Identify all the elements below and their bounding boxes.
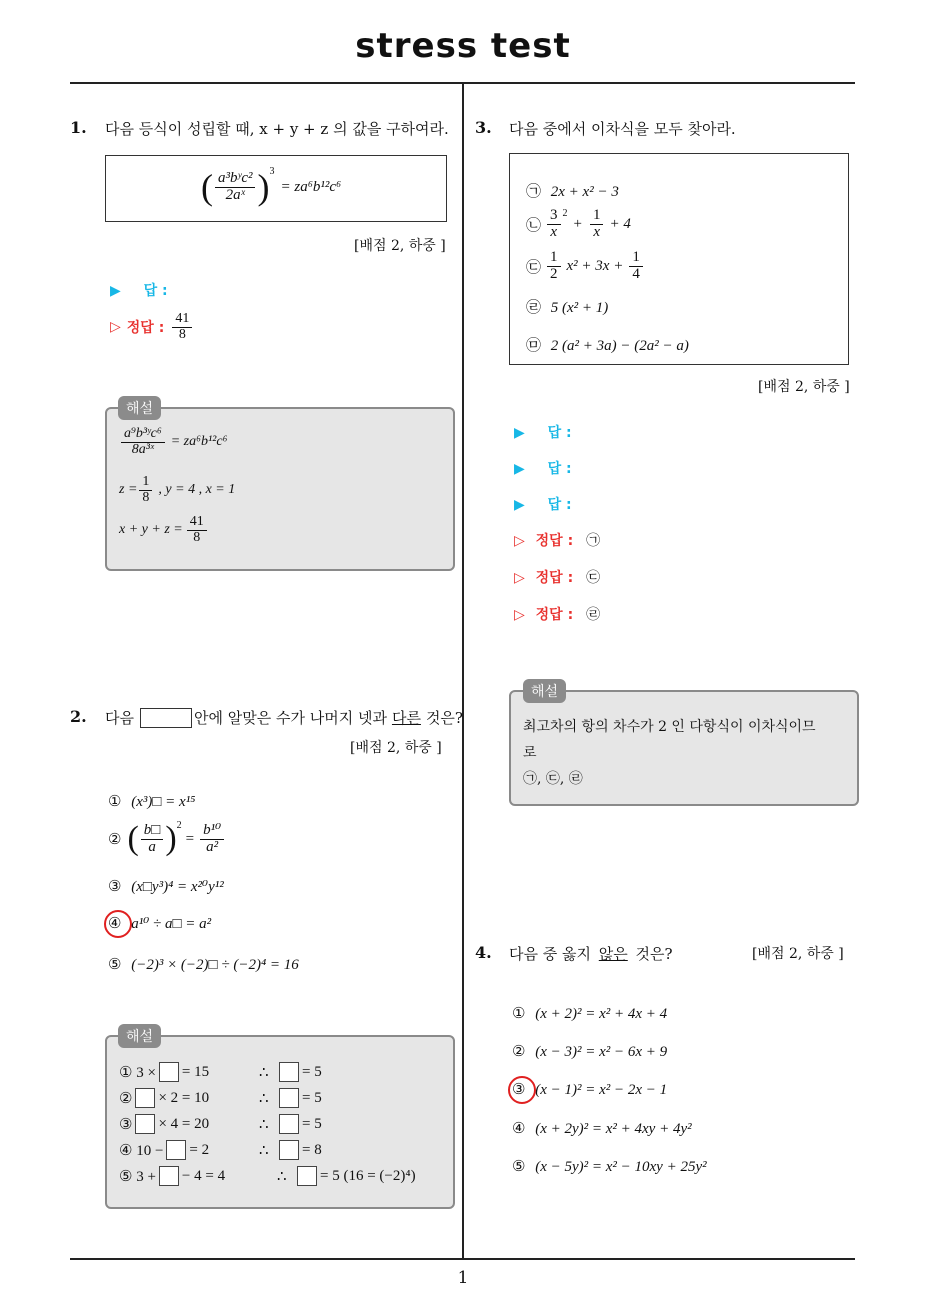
q3-expl-text: [523, 714, 816, 792]
q3-text: 다음 중에서 이차식을 모두 찾아라.: [509, 120, 736, 138]
q2-option-5-text: (−2)³ × (−2)□ ÷ (−2)⁴ = 16: [131, 957, 299, 973]
q4-option-3-mark: ③: [512, 1082, 526, 1098]
q1-expl-line-3: [119, 515, 209, 545]
q3-option-3[interactable]: [526, 250, 645, 283]
blank-box: [135, 1114, 155, 1134]
blank-box: [159, 1062, 179, 1082]
q1-correct-row: [110, 312, 194, 342]
q3-option-5-text: 2 (a² + 3a) − (2a² − a): [550, 338, 689, 354]
q2-expl-l1-d: = 5: [302, 1063, 322, 1080]
q2-number: 2.: [70, 707, 87, 726]
q4-option-2-mark: ②: [512, 1044, 526, 1060]
q2-expl-line-3: [119, 1111, 322, 1137]
q3-option-2-d1: x: [550, 223, 558, 240]
q3-option-3-d2: 4: [632, 265, 640, 282]
q2-expl-l2-c: ∴: [259, 1090, 269, 1107]
q3-option-1-text: 2x + x² − 3: [550, 184, 619, 200]
q3-option-4[interactable]: [526, 296, 608, 317]
q3-option-3-n2: 1: [629, 250, 643, 267]
q4-text-underlined: 않은: [598, 945, 628, 963]
q1-expl-line-1: [119, 427, 227, 457]
blank-box: [279, 1062, 299, 1082]
q2-expl-l5-a: ⑤ 3 +: [119, 1168, 156, 1185]
q2-option-3[interactable]: [108, 877, 224, 896]
q3-option-3-mid: x² + 3x +: [566, 257, 624, 274]
q3-answer-label-2: 답 :: [547, 461, 572, 477]
q2-option-2-num: b□: [141, 823, 164, 840]
q1-expl-l1-rhs: = za⁶b¹²c⁶: [170, 434, 228, 450]
q3-option-2-end: + 4: [609, 215, 631, 232]
blank-box: [279, 1088, 299, 1108]
q2-score: [배점 2, 하중 ]: [350, 740, 442, 756]
q3-correct-value-1: ㉠: [586, 533, 601, 549]
q1-equation-box: [105, 155, 447, 222]
q3-answer-row-2: [514, 458, 572, 478]
q2-expl-l3-b: × 4 = 20: [158, 1115, 210, 1132]
q1-eq-rhs: = za⁶b¹²c⁶: [280, 178, 342, 195]
q3-option-1-mark: ㉠: [526, 184, 542, 200]
correct-marker-icon: ▷: [110, 319, 121, 336]
q2-expl-l2-b: × 2 = 10: [158, 1089, 210, 1106]
q3-answer-label-1: 답 :: [547, 425, 572, 441]
q3-option-2-n2: 1: [590, 208, 604, 225]
q1-text: 다음 등식이 성립할 때, x + y + z 의 값을 구하여라.: [105, 120, 449, 138]
q2-expl-l1-b: = 15: [181, 1063, 210, 1080]
q2-option-2-exp: 2: [176, 820, 182, 831]
q2-text-a: 다음: [105, 709, 134, 727]
blank-box: [135, 1088, 155, 1108]
q3-expl-line-1: 최고차의 항의 차수가 2 인 다항식이 이차식이므: [523, 719, 816, 735]
q1-correct-den: 8: [178, 326, 186, 342]
q2-expl-l4-b: = 2: [189, 1141, 210, 1158]
footer-rule: [70, 1258, 855, 1260]
blank-box: [279, 1114, 299, 1134]
q3-correct-value-3: ㉣: [586, 607, 601, 623]
q3-score: [배점 2, 하중 ]: [758, 379, 850, 395]
blank-box: [159, 1166, 179, 1186]
q2-expl-l2-a: ②: [119, 1090, 133, 1107]
q1-correct-label: 정답 :: [126, 320, 165, 337]
q3-option-2-d2: x: [593, 223, 601, 240]
q3-correct-row-1: [514, 530, 600, 550]
q1-eq-exponent: 3: [269, 166, 275, 177]
q3-correct-label-2: 정답 :: [535, 570, 574, 586]
q2-text-c: 것은?: [425, 709, 463, 727]
q1-expl-l3-a: x + y + z =: [119, 522, 183, 538]
page-number: 1: [457, 1268, 469, 1288]
q2-option-3-mark: ③: [108, 879, 122, 895]
q1-expl-l1-den: 8a³ˣ: [131, 441, 154, 457]
q4-score: [배점 2, 하중 ]: [752, 946, 844, 962]
q3-option-2-n1: 3: [547, 208, 561, 225]
q1-expl-l3-num: 41: [187, 515, 207, 531]
q1-correct-num: 41: [172, 312, 192, 328]
q1-expl-l2-num: 1: [139, 475, 152, 491]
q3-option-4-text: 5 (x² + 1): [550, 300, 609, 316]
blank-box: [279, 1140, 299, 1160]
q3-correct-label-3: 정답 :: [535, 607, 574, 623]
q1-expl-l2-den: 8: [142, 489, 150, 505]
q3-correct-row-2: [514, 567, 600, 587]
q3-answer-row-3: [514, 494, 572, 514]
q4-option-5[interactable]: [512, 1157, 707, 1176]
q2-expl-line-5: [119, 1163, 416, 1189]
blank-box: [297, 1166, 317, 1186]
q3-option-2-sup: 2: [562, 208, 568, 219]
q4-option-1-mark: ①: [512, 1006, 526, 1022]
q3-expl-line-2: 로: [523, 745, 537, 761]
q2-expl-l5-d: = 5 (16 = (−2)⁴): [320, 1167, 416, 1184]
q2-option-1-mark: ①: [108, 794, 122, 810]
q1-eq-numerator: a³bʸc²: [215, 171, 255, 188]
q1-answer-row: [110, 280, 168, 300]
q4-option-2[interactable]: [512, 1042, 667, 1061]
q2-expl-l3-c: ∴: [259, 1116, 269, 1133]
q4-option-4-text: (x + 2y)² = x² + 4xy + 4y²: [535, 1121, 692, 1137]
q3-number: 3.: [475, 118, 492, 137]
q3-option-2-mid: +: [573, 215, 582, 232]
q2-text-b: 안에 알맞은 수가 나머지 넷과: [193, 709, 387, 727]
q2-expl-line-2: [119, 1085, 322, 1111]
q2-expl-l4-d: = 8: [302, 1141, 322, 1158]
q2-expl-l5-c: ∴: [277, 1168, 287, 1185]
q2-option-1-text: (x³)□ = x¹⁵: [131, 794, 196, 810]
q2-option-4-mark: ④: [108, 916, 122, 932]
q2-option-2-den: a: [148, 838, 156, 855]
q1-eq-denominator: 2aˣ: [225, 186, 245, 203]
q2-expl-l3-a: ③: [119, 1116, 133, 1133]
q3-option-4-mark: ㉣: [526, 300, 542, 316]
q1-score: [배점 2, 하중 ]: [354, 238, 446, 254]
q4-text-c: 것은?: [635, 945, 673, 963]
q4-option-4-mark: ④: [512, 1121, 526, 1137]
column-divider: [462, 84, 464, 1259]
q1-expl-l2-b: , y = 4 , x = 1: [158, 482, 236, 498]
q2-explanation-tag: 해설: [118, 1024, 161, 1048]
q3-explanation-box: [509, 690, 859, 806]
q4-option-3-text: (x − 1)² = x² − 2x − 1: [535, 1082, 668, 1098]
correct-marker-icon: ▷: [514, 607, 525, 623]
q2-explanation-box: [105, 1035, 455, 1209]
q4-option-3[interactable]: [512, 1080, 667, 1099]
q4-option-2-text: (x − 3)² = x² − 6x + 9: [535, 1044, 668, 1060]
q2-option-4[interactable]: [108, 914, 211, 933]
q3-option-3-mark: ㉢: [526, 259, 542, 276]
blank-box: [166, 1140, 186, 1160]
q3-option-2-mark: ㉡: [526, 217, 542, 234]
q2-option-2-rnum: b¹⁰: [200, 823, 224, 840]
q3-answer-row-1: [514, 422, 572, 442]
q2-text: [105, 707, 463, 728]
q3-option-2[interactable]: [526, 208, 631, 241]
q3-correct-label-1: 정답 :: [535, 533, 574, 549]
answer-marker-icon: ▶: [514, 461, 525, 477]
q2-expl-l5-b: − 4 = 4: [181, 1167, 226, 1184]
q1-expl-l3-den: 8: [193, 529, 201, 545]
q3-answer-label-3: 답 :: [547, 497, 572, 513]
q4-text-a: 다음 중 옳지: [509, 945, 591, 963]
q2-option-2-mark: ②: [108, 831, 122, 848]
q4-option-1[interactable]: [512, 1004, 667, 1023]
q2-expl-line-1: [119, 1059, 322, 1085]
q1-explanation-tag: 해설: [118, 396, 161, 420]
q3-option-3-n1: 1: [547, 250, 561, 267]
q2-option-3-text: (x□y³)⁴ = x²⁰y¹²: [131, 879, 224, 895]
q2-expl-l2-d: = 5: [302, 1089, 322, 1106]
q1-explanation-box: [105, 407, 455, 571]
q2-option-5-mark: ⑤: [108, 957, 122, 973]
q4-number: 4.: [475, 943, 492, 962]
q2-expl-l1-a: ① 3 ×: [119, 1064, 156, 1081]
q2-expl-lines: [119, 1059, 416, 1189]
q4-option-4[interactable]: [512, 1119, 692, 1138]
q1-equation: ( $\frac{\text{a³bʸc²}}{\text{2aˣ}}$ ) $^3$ = za⁶b¹²c⁶: [201, 166, 342, 207]
page-title: stress test: [355, 26, 571, 66]
q1-expl-l2-a: z =: [119, 482, 138, 498]
q2-option-2[interactable]: ② ( $\frac{b□}{a}$ ) $^2$ = $\frac{\text{b¹⁰}}{\text{a²}}$: [108, 820, 226, 858]
q2-text-underlined: 다른: [391, 709, 421, 727]
q3-option-3-d1: 2: [550, 265, 558, 282]
q2-option-1[interactable]: [108, 792, 195, 811]
correct-marker-icon: ▷: [514, 533, 525, 549]
q3-options-box: [509, 153, 849, 365]
q2-option-4-text: a¹⁰ ÷ a□ = a²: [131, 916, 212, 932]
q2-expl-l3-d: = 5: [302, 1115, 322, 1132]
q2-expl-l4-a: ④ 10 −: [119, 1142, 164, 1159]
q1-expl-line-2: [119, 475, 235, 505]
q3-option-5[interactable]: [526, 334, 689, 355]
q3-correct-row-3: [514, 604, 600, 624]
q2-option-5[interactable]: [108, 955, 299, 974]
q4-option-5-mark: ⑤: [512, 1159, 526, 1175]
q1-correct-value: [172, 312, 192, 342]
answer-marker-icon: ▶: [514, 497, 525, 513]
q2-expl-l4-c: ∴: [259, 1142, 269, 1159]
q4-text: [509, 943, 673, 964]
correct-marker-icon: ▷: [514, 570, 525, 586]
q2-expl-line-4: [119, 1137, 322, 1163]
q2-blank-box: [140, 708, 192, 728]
q4-option-5-text: (x − 5y)² = x² − 10xy + 25y²: [535, 1159, 707, 1175]
answer-marker-icon: ▶: [514, 425, 525, 441]
q1-answer-label: 답 :: [143, 283, 168, 299]
q1-number: 1.: [70, 118, 87, 137]
q3-option-5-mark: ㉤: [526, 338, 542, 354]
q1-expl-l1-num: a⁹b³ʸc⁶: [121, 427, 165, 443]
q4-option-1-text: (x + 2)² = x² + 4x + 4: [535, 1006, 668, 1022]
q2-option-2-rden: a²: [206, 838, 219, 855]
q3-explanation-tag: 해설: [523, 679, 566, 703]
answer-marker-icon: ▶: [110, 283, 121, 299]
q3-correct-value-2: ㉢: [586, 570, 601, 586]
q3-option-1[interactable]: [526, 180, 619, 201]
q3-expl-line-3: ㉠, ㉢, ㉣: [523, 771, 583, 787]
q2-expl-l1-c: ∴: [259, 1064, 269, 1081]
